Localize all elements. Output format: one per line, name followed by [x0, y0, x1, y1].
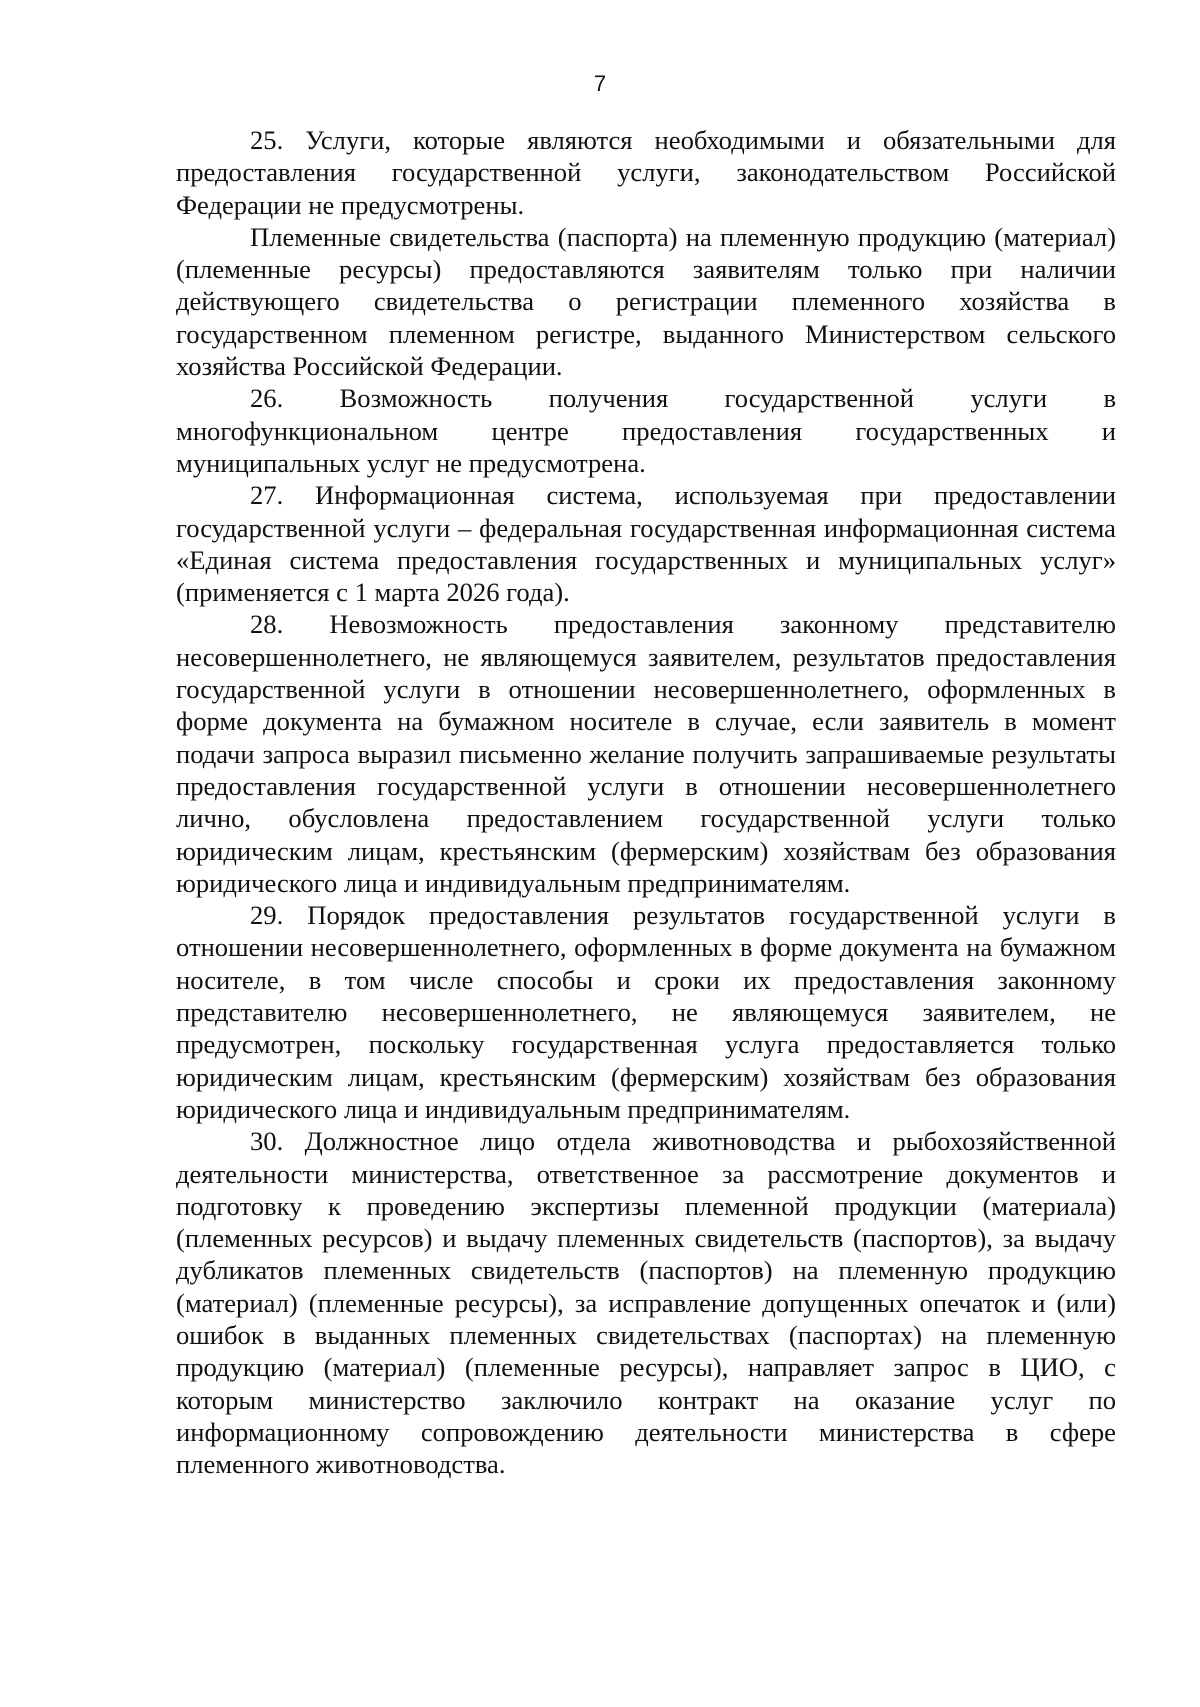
paragraph-30: 30. Должностное лицо отдела животноводства и рыбохозяйственной деятельности министерства, ответственное за рассмотрение документов и подготовку к проведению экспертизы племенной продукции (материала) (племенных ресурсов) и выдачу племенных свидетельств (паспортов), за выдачу дубликатов племенных свидетельств (паспортов) на племенную продукцию (материал) (племенные ресурсы), за исправление допущенных опечаток и (или) ошибок в выданных племенных свидетельствах (паспортах) на племенную продукцию (материал) (племенные ресурсы), направляет запрос в ЦИО, с которым министерство заключило контракт на оказание услуг по информационному сопровождению деятельности министерства в сфере племенного животноводства.	[176, 1126, 1116, 1480]
paragraph-28: 28. Невозможность предоставления законному представителю несовершеннолетнего, не являющемуся заявителем, результатов предоставления государственной услуги в отношении несовершеннолетнего, оформленных в форме документа на бумажном носителе в случае, если заявитель в момент подачи запроса выразил письменно желание получить запрашиваемые результаты предоставления государственной услуги в отношении несовершеннолетнего лично, обусловлена предоставлением государственной услуги только юридическим лицам, крестьянским (фермерским) хозяйствам без образования юридического лица и индивидуальным предпринимателям.	[176, 609, 1116, 898]
document-body	[176, 124, 1116, 1480]
paragraph-25: 25. Услуги, которые являются необходимыми и обязательными для предоставления государственной услуги, законодательством Российской Федерации не предусмотрены.	[176, 125, 1116, 220]
paragraph-29: 29. Порядок предоставления результатов государственной услуги в отношении несовершеннолетнего, оформленных в форме документа на бумажном носителе, в том числе способы и сроки их предоставления законному представителю несовершеннолетнего, не являющемуся заявителем, не предусмотрен, поскольку государственная услуга предоставляется только юридическим лицам, крестьянским (фермерским) хозяйствам без образования юридического лица и индивидуальным предпринимателям.	[176, 900, 1116, 1124]
paragraph-26: 26. Возможность получения государственной услуги в многофункциональном центре предоставления государственных и муниципальных услуг не предусмотрена.	[176, 383, 1116, 478]
paragraph-25-breeding-certificates: Племенные свидетельства (паспорта) на племенную продукцию (материал) (племенные ресурсы) предоставляются заявителям только при наличии действующего свидетельства о регистрации племенного хозяйства в государственном племенном регистре, выданного Министерством сельского хозяйства Российской Федерации.	[176, 221, 1116, 382]
page-number: 7	[593, 71, 607, 96]
paragraph-27: 27. Информационная система, используемая при предоставлении государственной услуги – федеральная государственная информационная система «Единая система предоставления государственных и муниципальных услуг» (применяется с 1 марта 2026 года).	[176, 480, 1116, 608]
